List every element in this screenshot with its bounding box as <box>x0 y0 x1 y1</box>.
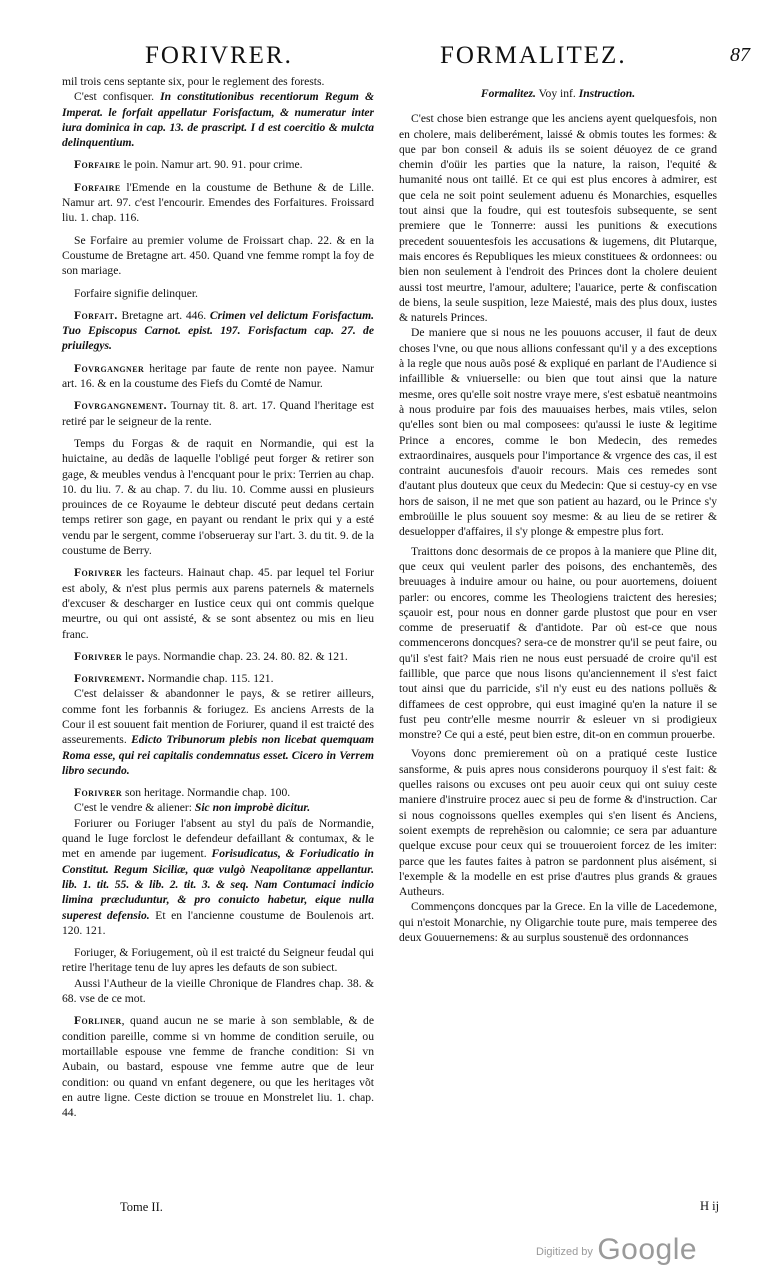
paragraph: C'est chose bien estrange que les anciens ayent quelquesfois, non en cholere, mais deliberément, laissé & obmis toutes les formes: & que par bon conseil & aduis ils se soient déuoyez de ce grand chemin d'oüir les parties que la nature, la raison, l'equité & humanité nous ont taillé. Et ce qui est plus encores à admirer, est que cela ne soit point seulement aduenu és Monarchies, esquelles tout ainsi que la foudre, qui est toutesfois subsequente, se sent premiere que le Tonnerre: aussi les punitions & executions precedent souuentesfois les accusations & iugemens, dit Plutarque, mais encores és Republiques les mieux constituees & ordonnees: ou bien non seulement à l'endroit des Princes dont la cholere deuient aussi tost meurtre, l'amour, adultere; l'auarice, perte & confiscation de biens, la seule suspition, leze Maiesté, mais des plus doux, iustes & naturels Princes. <box>399 112 717 325</box>
entry-forfaire-poin <box>62 157 374 172</box>
right-column <box>399 74 717 945</box>
entry-text: son heritage. Normandie chap. 100. <box>124 786 291 800</box>
entry-vendre <box>62 800 374 815</box>
entry-fourgangnement <box>62 398 374 429</box>
cross-reference-target: Instruction. <box>578 87 636 100</box>
entry-forivrer-facteurs <box>62 565 374 641</box>
headword: Forivrement. <box>74 672 145 686</box>
entry-text: , quand aucun ne se marie à son semblable, & de condition pareille, comme si vn homme de condition seruile, ou mortaillable espouse vne femme de franche condition: Si vn Aubain, ou bastard, espouse vne femme autre que de leur condition: ou quand vn enfant degenere, ou que les heritages võt en autre ligne. Ceste diction se trouue en Monstrelet liu. 1. chap. 44. <box>62 1014 374 1120</box>
paragraph: Voyons donc premierement où on a pratiqué ceste Iustice sansforme, & puis apres nous considerons pourquoy il s'est fait: & quelles raisons ou excuses ont peu auoir ceux qui ont suiuy ceste maniere d'instruire procez auec si peu de forme & d'instruction. Car si nous cognoissons quelles exemples qui s'en lisent és Anciens, soient exempts de reprehẽsion ou calomnie; ce sera par aduanture quelque excuse pour ceux qui se trouueroient forcez de les imiter: parce que les fautes faites à patron se pardonnent plus aisément, si l'exemple & la modelle en est prise d'autres plus grands & graues Autheurs. <box>399 747 717 899</box>
entry-text: Normandie chap. 115. 121. <box>147 672 274 686</box>
entry-forgas: Temps du Forgas & de raquit en Normandie, qui est la huictaine, au dedãs de laquelle l'obligé peut forger & retirer son gage, & meubles vendus à l'encquant pour le prix: Terrien au chap. 10. du liu. 7. & au chap. 7. du liu. 10. Comme aussi en plusieurs prouinces de ce Royaume le debteur discuté peut dedans certain temps retirer son gage, en payant ou rendant le prix qui y a esté vendu par le sergent, comme i'obserueray sur l'art. 3. du tit. 9. de la coustume de Berry. <box>62 436 374 558</box>
entry-forivrement <box>62 671 374 686</box>
latin-quote: Sic non improbè dicitur. <box>194 801 311 815</box>
entry-forfaire-delinquer: Forfaire signifie delinquer. <box>74 286 198 300</box>
running-head-left: FORIVRER. <box>145 42 293 69</box>
entry-text: l'Emende en la coustume de Bethune & de Lille. Namur art. 97. c'est l'encourir. Emendes des Forfaitures. Froissard liu. 1. chap. 116. <box>62 180 374 225</box>
latin-quote: Crimen vel delictum Forisfactum. Tuo Episcopus Carnot. epist. 197. Forisfactum cap. 27. de priuilegys. <box>62 308 375 353</box>
latin-quote: Edicto Tribunorum plebis non licebat quemquam Roma esse, qui rei capitalis condemnatus esset. Cicero in Verrem libro secundo. <box>62 733 374 777</box>
entry-forivrer-heritage <box>62 785 374 800</box>
headword: Forfait. <box>74 308 118 322</box>
digitization-watermark <box>536 1233 697 1267</box>
section-heading <box>399 86 717 101</box>
entry-se-forfaire: Se Forfaire au premier volume de Froissart chap. 22. & en la Coustume de Bretagne art. 450. Quand vne femme rompt la foy de son mariage. <box>62 233 374 278</box>
paragraph: Traittons donc desormais de ce propos à la maniere que Pline dit, que ceux qui veulent parler des poisons, des enchantemẽs, des breuuages à induire amour ou haine, ou pour auortemens, doiuent parler: ou encores, comme les Theologiens traictent des heresies; sçauoir est, pour nous en donner garde plustost que pour en vser comme de preseruatif & d'antidote. Par où est-ce que nous commencerons doncques? sera-ce de monstrer qu'il se peut faire, ou qu'il s'est fait? Mais rien ne nous eust persuadé de croire qu'il est faillible, que parce que nous lisons qu'anciennement il s'est faict tout ainsi que du parricide, s'il n'y eust eu des nations polluës & diffamees de cest opprobre, qui eust imaginé qu'en la nature il se fust peu contr'elle mesme nourrir & esleuer vn si prodigieux monstre? Ce qui a esté, peut bien estre, dit-on en commun prouerbe. <box>399 544 717 742</box>
cross-reference: Voy inf. <box>538 87 576 100</box>
entry-text: le pays. Normandie chap. 23. 24. 80. 82. & 121. <box>124 649 348 663</box>
page-number: 87 <box>730 44 750 66</box>
running-head-right: FORMALITEZ. <box>440 42 627 69</box>
latin-quote: le forfait appellatur Forisfactum, & numeratur inter iura dominica in cap. 13. de prascript. I d est coercitio & mulcta delinquentium. <box>62 105 374 150</box>
volume-label: Tome II. <box>120 1200 163 1214</box>
headword: Forivrer <box>74 566 123 580</box>
left-column <box>62 74 374 1120</box>
entry-text: heritage par faute de rente non payee. Namur art. 16. & en la coustume des Fiefs du Comté de Namur. <box>62 361 374 391</box>
watermark-prefix: Digitized by <box>536 1246 593 1258</box>
entry-text: les facteurs. Hainaut chap. 45. par lequel tel Foriur est aboly, & n'est plus permis aux parens paternels & maternels d'excuser & descharger en Iustice ceux qui ont commis quelque meurtre, ou qui ont assisté, & se sont absentez ou mis en lieu franc. <box>62 566 374 641</box>
entry-text: C'est delaisser & abandonner le pays, & se retirer ailleurs, comme font les forbannis & foriugez. Es anciens Arrests de la Cour il est souuent fait mention de Foriurer, quand il est traicté des asseurements. <box>62 687 374 747</box>
entry-foriuger: Foriuger, & Foriugement, où il est traicté du Seigneur feudal qui retire l'heritage tenu de luy apres les defauts de son subiect. <box>62 946 374 975</box>
entry-forests: mil trois cens septante six, pour le reglement des forests. <box>62 75 325 88</box>
entry-confisquer <box>62 89 374 150</box>
headword: Fovrgangner <box>74 361 145 375</box>
latin-quote: Forisudicatus, & Foriudicatio in Constitut. Regum Siciliæ, quæ vulgò Neapolitanæ appellantur. lib. 1. tit. 55. & lib. 2. tit. 3. & seq. Nam Contumaci indicio limina præcluduntur, & pro conuicto habetur, eique nulla superest defensio. <box>62 847 374 922</box>
entry-text: C'est le vendre & aliener: <box>74 801 192 815</box>
headword: Forfaire <box>74 180 121 194</box>
entry-text: Bretagne art. 446. <box>121 308 207 322</box>
headword: Forivrer <box>74 786 123 800</box>
section-title: Formalitez. <box>480 87 536 100</box>
signature-mark: H ij <box>700 1199 720 1213</box>
entry-forfaire-emende <box>62 180 374 226</box>
headword: Forliner <box>74 1014 122 1028</box>
entry-forfait <box>62 308 374 354</box>
entry-foriurer-absent <box>62 816 374 938</box>
headword: Fovrgangnement. <box>74 399 167 413</box>
entry-text: le poin. Namur art. 90. 91. pour crime. <box>123 158 303 172</box>
entry-chronique: Aussi l'Autheur de la vieille Chronique de Flandres chap. 38. & 68. vse de ce mot. <box>62 976 374 1006</box>
paragraph: De maniere que si nous ne les pouuons accuser, il faut de deux choses l'vne, ou que nous allions confessant qu'il y a des exceptions à la regle que nous auõs posé & expliqué en parlant de l'Audience si infaillible & vniuerselle: ou bien que tout ainsi que la nature mesme, ores qu'elle soit nostre vraye mere, s'est esbatuë neantmoins à nous produire par fois des mauuaises herbes, mais vtiles, selon qu'elles sont bien ou mal composees: qu'aussi le iuste & legitime Prince a encores, comme le bon Medecin, des remedes extraordinaires, ausquels pour l'importance & vrgence des cas, il est contraint aucunesfois d'auoir recours. Mais ces remedes sont d'autant plus douteux que ceux du Medecin: Que si cestuy-cy en vse hors de saison, il ne met que son patient au hazard, ou le Prince s'y embroüille le plus souuent soy mesme: & au lieu de se retirer & desuelopper d'affaires, il s'y plonge & empestre plus fort. <box>399 326 717 539</box>
headword: Forfaire <box>74 158 121 172</box>
paragraph: Commençons doncques par la Grece. En la ville de Lacedemone, qui n'estoit Monarchie, ny Oligarchie toute pure, mais temperee des deux Gouuernemens: & au surplus soustenuë des ordonnances <box>399 900 717 945</box>
latin-quote: In constitutionibus recentiorum Regum & Imperat. <box>62 90 375 119</box>
entry-delaisser <box>62 686 374 778</box>
watermark-brand: Google <box>597 1233 698 1266</box>
entry-text: Tournay tit. 8. art. 17. Quand l'heritage est retiré par le seigneur de la rente. <box>62 399 374 428</box>
headword: Forivrer <box>74 649 123 663</box>
entry-text: Foriurer ou Foriuger l'absent au styl du païs de Normandie, quand le Iuge forclost le defendeur defaillant & contumax, & le met en amende par iugement. <box>62 816 374 861</box>
entry-text: Et en l'ancienne coustume de Boulenois art. 120. 121. <box>62 908 374 937</box>
entry-forliner <box>62 1013 374 1120</box>
entry-text: C'est confisquer. <box>74 90 155 104</box>
entry-forivrer-pays <box>62 649 374 664</box>
entry-fourgangner <box>62 361 374 392</box>
